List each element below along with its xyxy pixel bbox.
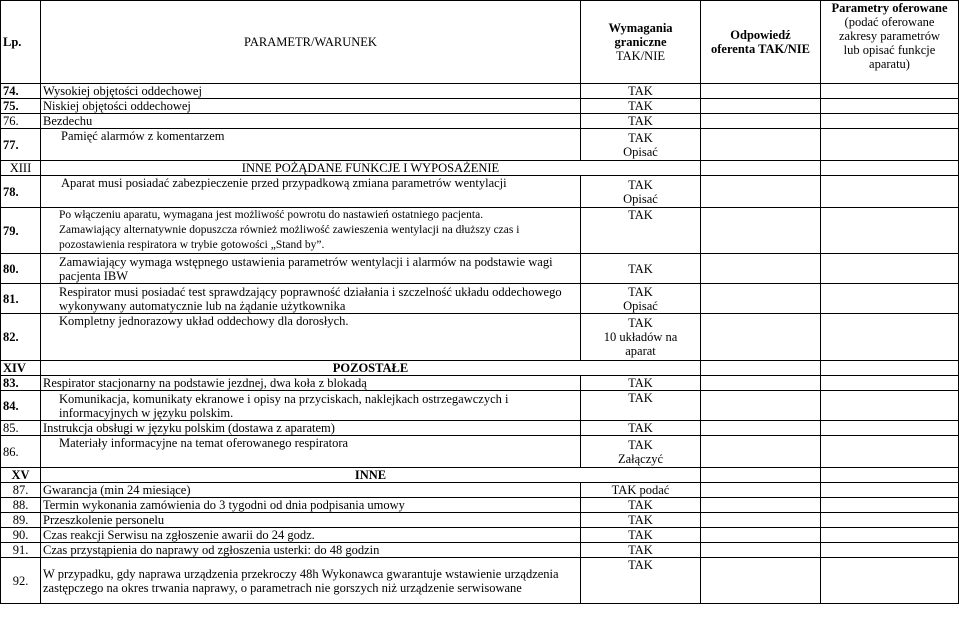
row-requirement xyxy=(581,314,701,361)
section-row xyxy=(1,161,959,176)
row-offered-cell[interactable] xyxy=(821,436,959,468)
row-parameter: Wysokiej objętości oddechowej xyxy=(41,84,581,99)
row-offered-cell[interactable] xyxy=(821,558,959,604)
row-response-cell[interactable] xyxy=(701,421,821,436)
section-row xyxy=(1,468,959,483)
section-number: XV xyxy=(1,468,41,483)
row-number: 74. xyxy=(1,84,41,99)
row-offered-cell[interactable] xyxy=(821,314,959,361)
table-row xyxy=(1,314,959,361)
row-requirement xyxy=(581,176,701,208)
table-row xyxy=(1,99,959,114)
row-response-cell[interactable] xyxy=(701,114,821,129)
table-row xyxy=(1,498,959,513)
header-requirements xyxy=(581,1,701,84)
table-row xyxy=(1,421,959,436)
row-number: 76. xyxy=(1,114,41,129)
header-offered-line2: (podać oferowane xyxy=(844,15,935,29)
row-parameter: Zamawiający wymaga wstępnego ustawienia parametrów wentylacji i alarmów na podstawie wagi pacjenta IBW xyxy=(41,254,581,284)
row-offered-cell[interactable] xyxy=(821,391,959,421)
row-number: 83. xyxy=(1,376,41,391)
row-req-line2: Opisać xyxy=(623,298,658,313)
row-offered-cell[interactable] xyxy=(821,421,959,436)
row-offered-cell[interactable] xyxy=(821,376,959,391)
row-response-cell[interactable] xyxy=(701,391,821,421)
row-parameter: Respirator stacjonarny na podstawie jezdnej, dwa koła z blokadą xyxy=(41,376,581,391)
row-offered-cell[interactable] xyxy=(821,161,959,176)
row-response-cell[interactable] xyxy=(701,361,821,376)
row-offered-cell[interactable] xyxy=(821,99,959,114)
row-number: 77. xyxy=(1,129,41,161)
row-parameter-text: Aparat musi posiadać zabezpieczenie przed przypadkową zmiana parametrów wentylacji xyxy=(61,176,507,190)
row-parameter: Kompletny jednorazowy układ oddechowy dla dorosłych. xyxy=(41,314,581,361)
row-parameter: Gwarancja (min 24 miesiące) xyxy=(41,483,581,498)
row-requirement: TAK xyxy=(581,254,701,284)
row-req-line2: Opisać xyxy=(623,144,658,159)
row-parameter: Respirator musi posiadać test sprawdzający poprawność działania i szczelność układu oddechowego wykonywany automatycznie lub na żądanie użytkownika xyxy=(41,284,581,314)
row-requirement: TAK xyxy=(581,114,701,129)
row-requirement: TAK xyxy=(581,84,701,99)
row-req-line2: Załączyć xyxy=(617,451,664,466)
section-number: XIII xyxy=(1,161,41,176)
table-row xyxy=(1,543,959,558)
row-offered-cell[interactable] xyxy=(821,176,959,208)
row-parameter: Czas przystąpienia do naprawy od zgłoszenia usterki: do 48 godzin xyxy=(41,543,581,558)
header-offered-line1: Parametry oferowane xyxy=(831,1,948,15)
row-response-cell[interactable] xyxy=(701,84,821,99)
table-header-row xyxy=(1,1,959,84)
row-requirement: TAK xyxy=(581,498,701,513)
row-number: 91. xyxy=(1,543,41,558)
row-offered-cell[interactable] xyxy=(821,528,959,543)
row-number: 86. xyxy=(1,436,41,468)
table-row xyxy=(1,513,959,528)
table-row xyxy=(1,483,959,498)
row-offered-cell[interactable] xyxy=(821,513,959,528)
row-requirement: TAK xyxy=(581,543,701,558)
row-offered-cell[interactable] xyxy=(821,483,959,498)
row-number: 90. xyxy=(1,528,41,543)
row-requirement: TAK xyxy=(581,513,701,528)
row-offered-cell[interactable] xyxy=(821,498,959,513)
row-parameter xyxy=(41,129,581,161)
row-req-line2: 10 układów na xyxy=(603,330,678,344)
row-response-cell[interactable] xyxy=(701,161,821,176)
table-row xyxy=(1,84,959,99)
row-parameter-text-1: Po włączeniu aparatu, wymagana jest możliwość powrotu do nastawień ostatniego pacjenta. xyxy=(59,209,484,221)
row-requirement: TAK xyxy=(581,391,701,421)
row-parameter: Instrukcja obsługi w języku polskim (dostawa z aparatem) xyxy=(41,421,581,436)
row-response-cell[interactable] xyxy=(701,436,821,468)
row-req-line2: Opisać xyxy=(623,191,658,206)
header-req-line3: TAK/NIE xyxy=(616,49,665,63)
row-response-cell[interactable] xyxy=(701,558,821,604)
table-row xyxy=(1,129,959,161)
row-number: 79. xyxy=(1,208,41,254)
table-row xyxy=(1,558,959,604)
row-response-cell[interactable] xyxy=(701,254,821,284)
row-parameter: Bezdechu xyxy=(41,114,581,129)
row-parameter: Czas reakcji Serwisu na zgłoszenie awarii do 24 godz. xyxy=(41,528,581,543)
section-title: POZOSTAŁE xyxy=(41,361,701,376)
row-req-line1: TAK xyxy=(628,130,653,145)
row-requirement xyxy=(581,129,701,161)
row-parameter-text-2: Zamawiający alternatywnie dopuszcza również możliwość zawieszenia wentylacji na dłuższy czas i pozostawienia respiratora w trybie gotowości „Stand by”. xyxy=(59,224,520,251)
header-offered-line5: aparatu) xyxy=(869,57,910,71)
header-req-line1: Wymagania xyxy=(608,21,673,35)
row-req-line1: TAK xyxy=(628,177,653,192)
row-parameter: W przypadku, gdy naprawa urządzenia przekroczy 48h Wykonawca gwarantuje wstawienie urządzenia zastępczego na okres trwania naprawy, o parametrach nie gorszych niż urządzenie serwisowane xyxy=(41,558,581,604)
row-offered-cell[interactable] xyxy=(821,84,959,99)
table-row xyxy=(1,391,959,421)
row-number: 82. xyxy=(1,314,41,361)
header-param: PARAMETR/WARUNEK xyxy=(41,1,581,84)
row-requirement: TAK xyxy=(581,421,701,436)
row-requirement: TAK xyxy=(581,376,701,391)
header-req-line2: graniczne xyxy=(614,35,667,49)
table-row xyxy=(1,114,959,129)
row-number: 84. xyxy=(1,391,41,421)
row-number: 85. xyxy=(1,421,41,436)
row-response-cell[interactable] xyxy=(701,513,821,528)
row-response-cell[interactable] xyxy=(701,176,821,208)
header-lp: Lp. xyxy=(1,1,41,84)
row-requirement xyxy=(581,436,701,468)
row-parameter xyxy=(41,176,581,208)
section-row xyxy=(1,361,959,376)
row-parameter: Komunikacja, komunikaty ekranowe i opisy na przyciskach, naklejkach ostrzegawczych i informacyjnych w języku polskim. xyxy=(41,391,581,421)
row-number: 87. xyxy=(1,483,41,498)
row-response-cell[interactable] xyxy=(701,314,821,361)
row-parameter: Termin wykonania zamówienia do 3 tygodni od dnia podpisania umowy xyxy=(41,498,581,513)
row-number: 78. xyxy=(1,176,41,208)
row-number: 80. xyxy=(1,254,41,284)
row-response-cell[interactable] xyxy=(701,284,821,314)
header-response xyxy=(701,1,821,84)
table-row xyxy=(1,284,959,314)
section-title: INNE xyxy=(41,468,701,483)
header-resp-line1: Odpowiedź xyxy=(730,28,791,42)
row-response-cell[interactable] xyxy=(701,483,821,498)
row-offered-cell[interactable] xyxy=(821,114,959,129)
section-title: INNE POŻĄDANE FUNKCJE I WYPOSAŻENIE xyxy=(41,161,701,176)
row-response-cell[interactable] xyxy=(701,129,821,161)
row-parameter: Materiały informacyjne na temat oferowanego respiratora xyxy=(41,436,581,468)
row-requirement: TAK xyxy=(581,528,701,543)
row-response-cell[interactable] xyxy=(701,468,821,483)
table-row xyxy=(1,254,959,284)
row-response-cell[interactable] xyxy=(701,528,821,543)
row-response-cell[interactable] xyxy=(701,99,821,114)
row-offered-cell[interactable] xyxy=(821,543,959,558)
row-response-cell[interactable] xyxy=(701,376,821,391)
row-req-line1: TAK xyxy=(628,316,653,330)
table-row xyxy=(1,208,959,254)
row-number: 75. xyxy=(1,99,41,114)
row-req-line3: aparat xyxy=(625,344,656,358)
table-row xyxy=(1,376,959,391)
row-requirement: TAK xyxy=(581,208,701,254)
row-requirement: TAK xyxy=(581,558,701,604)
row-parameter xyxy=(41,208,581,254)
table-row xyxy=(1,176,959,208)
row-req-line1: TAK xyxy=(628,437,653,452)
header-resp-line2: oferenta TAK/NIE xyxy=(711,42,810,56)
row-number: 89. xyxy=(1,513,41,528)
table-row xyxy=(1,528,959,543)
row-response-cell[interactable] xyxy=(701,498,821,513)
table-row xyxy=(1,436,959,468)
row-number: 92. xyxy=(1,558,41,604)
row-requirement: TAK xyxy=(581,99,701,114)
row-response-cell[interactable] xyxy=(701,208,821,254)
row-requirement xyxy=(581,284,701,314)
row-offered-cell[interactable] xyxy=(821,468,959,483)
row-offered-cell[interactable] xyxy=(821,284,959,314)
header-offered xyxy=(821,1,959,84)
row-response-cell[interactable] xyxy=(701,543,821,558)
row-number: 81. xyxy=(1,284,41,314)
row-parameter: Niskiej objętości oddechowej xyxy=(41,99,581,114)
row-req-line1: TAK xyxy=(628,284,653,299)
row-requirement: TAK podać xyxy=(581,483,701,498)
row-offered-cell[interactable] xyxy=(821,361,959,376)
header-offered-line4: lub opisać funkcje xyxy=(843,43,936,57)
row-offered-cell[interactable] xyxy=(821,129,959,161)
row-parameter: Przeszkolenie personelu xyxy=(41,513,581,528)
row-number: 88. xyxy=(1,498,41,513)
row-offered-cell[interactable] xyxy=(821,254,959,284)
header-offered-line3: zakresy parametrów xyxy=(839,29,940,43)
row-offered-cell[interactable] xyxy=(821,208,959,254)
row-parameter-text: Pamięć alarmów z komentarzem xyxy=(61,129,225,143)
section-number: XIV xyxy=(1,361,41,376)
